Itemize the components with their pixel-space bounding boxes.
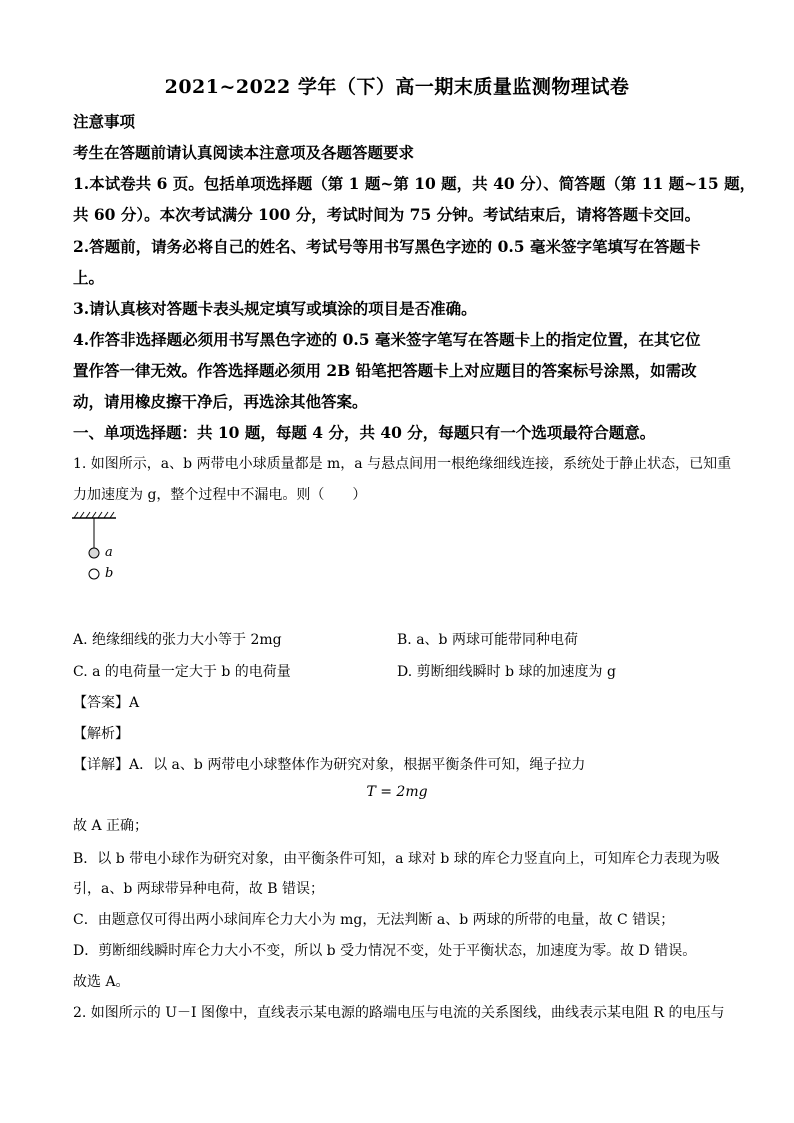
notice-line-1: 1.本试卷共 6 页。包括单项选择题（第 1 题~第 10 题，共 40 分）、简答题（第 11 题~15 题，: [73, 174, 756, 193]
notice-line-3: 2.答题前，请务必将自己的姓名、考试号等用书写黑色字迹的 0.5 毫米签字笔填写在答题卡: [73, 237, 701, 256]
ceiling-hatch: [74, 512, 114, 518]
ball-b-label: b: [105, 566, 114, 581]
q1-detail-line-2: 故 A 正确；: [73, 818, 149, 834]
notice-heading: 注意事项: [73, 112, 136, 131]
q1-detail-line-4: 引，a、b 两球带异种电荷，故 B 错误；: [73, 881, 324, 897]
q1-detail-line-5: C．由题意仅可得出两小球间库仑力大小为 mg，无法判断 a、b 两球的所带的电量，故 C 错误；: [73, 912, 675, 928]
section-heading: 一、单项选择题：共 10 题，每题 4 分，共 40 分，每题只有一个选项最符合题意。: [73, 423, 656, 442]
q1-stem-line-1: 1. 如图所示，a、b 两带电小球质量都是 m，a 与悬点间用一根绝缘细线连接，系统处于静止状态，已知重: [73, 456, 732, 472]
q1-option-d: D. 剪断细线瞬时 b 球的加速度为 g: [397, 664, 616, 680]
notice-line-4: 上。: [73, 268, 105, 287]
q1-option-c: C. a 的电荷量一定大于 b 的电荷量: [73, 664, 291, 680]
q1-detail-line-6: D．剪断细线瞬时库仑力大小不变，所以 b 受力情况不变，处于平衡状态，加速度为零。故 D 错误。: [73, 943, 697, 959]
page-title: 2021~2022 学年（下）高一期末质量监测物理试卷: [164, 76, 630, 98]
q2-stem-line-1: 2. 如图所示的 U－I 图像中，直线表示某电源的路端电压与电流的关系图线，曲线表示某电阻 R 的电压与: [73, 1005, 725, 1021]
q1-analysis-label: 【解析】: [73, 726, 129, 742]
q1-stem-line-2: 力加速度为 g，整个过程中不漏电。则（ ）: [73, 487, 367, 503]
notice-line-7: 置作答一律无效。作答选择题必须用 2B 铅笔把答题卡上对应题目的答案标号涂黑，如需改: [73, 361, 697, 380]
ball-b: [89, 569, 99, 579]
notice-line-5: 3.请认真核对答题卡表头规定填写或填涂的项目是否准确。: [73, 299, 477, 318]
q1-detail-line-1: 【详解】A．以 a、b 两带电小球整体作为研究对象，根据平衡条件可知，绳子拉力: [73, 757, 586, 773]
q1-option-b: B. a、b 两球可能带同种电荷: [397, 632, 578, 648]
q1-conclusion: 故选 A。: [73, 974, 130, 990]
q1-figure: [70, 510, 140, 590]
ball-a: [89, 548, 99, 558]
q1-formula: T = 2mg: [366, 784, 428, 800]
notice-line-6: 4.作答非选择题必须用书写黑色字迹的 0.5 毫米签字笔写在答题卡上的指定位置，在其它位: [73, 330, 701, 349]
q1-detail-line-3: B．以 b 带电小球作为研究对象，由平衡条件可知，a 球对 b 球的库仑力竖直向上，可知库仑力表现为吸: [73, 851, 720, 867]
ball-a-label: a: [105, 545, 113, 560]
notice-line-2: 共 60 分）。本次考试满分 100 分，考试时间为 75 分钟。考试结束后，请将答题卡交回。: [73, 205, 701, 224]
notice-intro: 考生在答题前请认真阅读本注意项及各题答题要求: [73, 143, 415, 162]
notice-line-8: 动，请用橡皮擦干净后，再选涂其他答案。: [73, 392, 368, 411]
q1-answer: 【答案】A: [73, 695, 140, 711]
q1-option-a: A. 绝缘细线的张力大小等于 2mg: [73, 632, 282, 648]
